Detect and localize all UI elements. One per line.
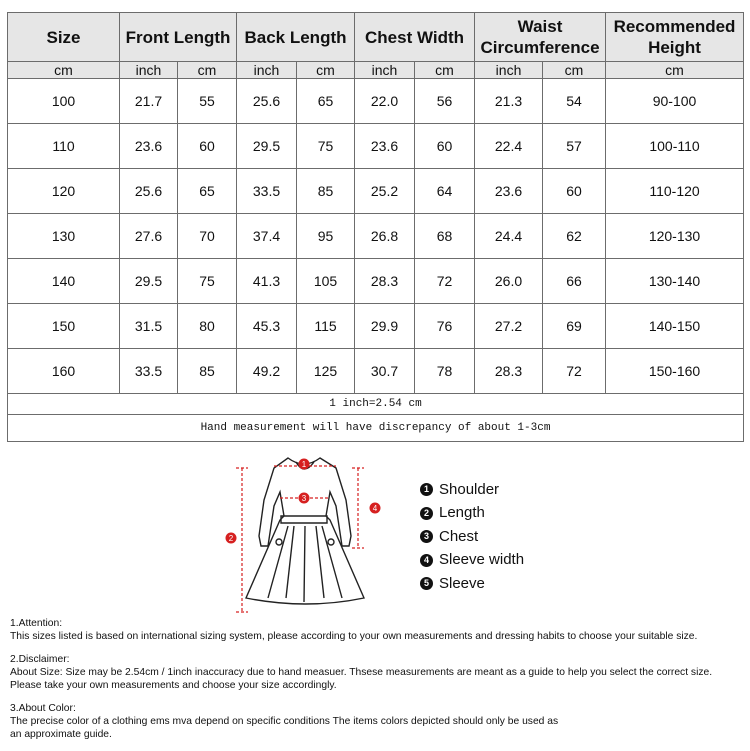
- attention-text: This sizes listed is based on international sizing system, please according to your own measurements and dressing habits to choose your suitable size.: [10, 631, 698, 642]
- unit-cell: cm: [543, 62, 606, 79]
- header-chest-width: Chest Width: [355, 13, 475, 62]
- table-cell: 120-130: [606, 214, 744, 259]
- table-cell: 150: [8, 304, 120, 349]
- number-2-icon: 2: [420, 507, 433, 520]
- table-cell: 75: [178, 259, 237, 304]
- table-cell: 105: [297, 259, 355, 304]
- table-row: [8, 124, 744, 169]
- table-cell: 90-100: [606, 79, 744, 124]
- header-waist-circumference-label: Waist Circumference: [480, 17, 600, 57]
- table-cell: 80: [178, 304, 237, 349]
- table-row: [8, 304, 744, 349]
- table-cell: 130-140: [606, 259, 744, 304]
- legend-label: Length: [439, 504, 485, 522]
- number-1-icon: 1: [420, 483, 433, 496]
- table-cell: 25.6: [237, 79, 297, 124]
- unit-cell: inch: [237, 62, 297, 79]
- table-cell: 23.6: [120, 124, 178, 169]
- table-cell: 66: [543, 259, 606, 304]
- table-cell: 130: [8, 214, 120, 259]
- table-cell: 64: [415, 169, 475, 214]
- unit-cell: cm: [178, 62, 237, 79]
- legend-item-sleeve: [420, 572, 524, 596]
- table-cell: 22.4: [475, 124, 543, 169]
- table-cell: 21.3: [475, 79, 543, 124]
- legend-label: Sleeve: [439, 574, 485, 592]
- table-cell: 65: [297, 79, 355, 124]
- table-cell: 55: [178, 79, 237, 124]
- table-row: [8, 169, 744, 214]
- header-size: Size: [8, 13, 120, 62]
- table-row: [8, 79, 744, 124]
- header-front-length: Front Length: [120, 13, 237, 62]
- table-cell: 76: [415, 304, 475, 349]
- marker-sleeve-width-icon: [370, 503, 381, 514]
- table-cell: 23.6: [475, 169, 543, 214]
- attention-title: 1.Attention:: [10, 618, 63, 629]
- number-4-icon: 4: [420, 554, 433, 567]
- table-cell: 27.6: [120, 214, 178, 259]
- unit-cell: inch: [475, 62, 543, 79]
- table-row: [8, 259, 744, 304]
- number-5-icon: 5: [420, 577, 433, 590]
- legend-item-sleeve-width: [420, 549, 524, 573]
- table-cell: 75: [297, 124, 355, 169]
- table-cell: 78: [415, 349, 475, 394]
- table-cell: 85: [297, 169, 355, 214]
- table-cell: 24.4: [475, 214, 543, 259]
- table-cell: 72: [543, 349, 606, 394]
- table-cell: 25.6: [120, 169, 178, 214]
- table-cell: 28.3: [355, 259, 415, 304]
- unit-cell: inch: [120, 62, 178, 79]
- unit-cell: inch: [355, 62, 415, 79]
- color-text-line1: The precise color of a clothing ems mva depend on specific conditions The items colors depicted should only be used as: [10, 716, 559, 727]
- table-cell: 28.3: [475, 349, 543, 394]
- table-cell: 31.5: [120, 304, 178, 349]
- table-cell: 115: [297, 304, 355, 349]
- disclaimer-title: 2.Disclaimer:: [10, 654, 70, 665]
- measurement-note-row: [8, 415, 744, 442]
- table-cell: 29.5: [120, 259, 178, 304]
- table-cell: 37.4: [237, 214, 297, 259]
- unit-cell: cm: [415, 62, 475, 79]
- header-row: [8, 13, 744, 62]
- table-cell: 57: [543, 124, 606, 169]
- color-note: [10, 702, 745, 741]
- measurement-legend: [420, 478, 524, 596]
- table-cell: 26.0: [475, 259, 543, 304]
- table-cell: 45.3: [237, 304, 297, 349]
- table-cell: 62: [543, 214, 606, 259]
- marker-shoulder-icon: [299, 459, 310, 470]
- disclaimer-text-line1: About Size: Size may be 2.54cm / 1inch inaccuracy due to hand measuer. Thsese measurements are meant as a guide to help you select the correct size.: [10, 667, 713, 678]
- disclaimer-note: [10, 653, 745, 692]
- table-cell: 25.2: [355, 169, 415, 214]
- legend-item-shoulder: [420, 478, 524, 502]
- legend-item-chest: [420, 525, 524, 549]
- table-row: [8, 214, 744, 259]
- table-cell: 65: [178, 169, 237, 214]
- table-cell: 60: [543, 169, 606, 214]
- table-cell: 70: [178, 214, 237, 259]
- table-cell: 72: [415, 259, 475, 304]
- marker-chest-icon: [299, 493, 310, 504]
- unit-cell: cm: [297, 62, 355, 79]
- table-cell: 125: [297, 349, 355, 394]
- table-cell: 140: [8, 259, 120, 304]
- table-cell: 69: [543, 304, 606, 349]
- table-cell: 85: [178, 349, 237, 394]
- measurement-note: Hand measurement will have discrepancy of about 1-3cm: [8, 415, 744, 442]
- header-back-length: Back Length: [237, 13, 355, 62]
- table-cell: 150-160: [606, 349, 744, 394]
- dress-outline: [246, 458, 364, 604]
- table-cell: 100-110: [606, 124, 744, 169]
- table-cell: 60: [415, 124, 475, 169]
- table-cell: 120: [8, 169, 120, 214]
- disclaimer-text-line2: Please take your own measurements and choose your size accordingly.: [10, 680, 337, 691]
- legend-label: Chest: [439, 527, 479, 545]
- number-3-icon: 3: [420, 530, 433, 543]
- unit-cell: cm: [8, 62, 120, 79]
- table-cell: 100: [8, 79, 120, 124]
- table-cell: 23.6: [355, 124, 415, 169]
- table-cell: 29.5: [237, 124, 297, 169]
- table-cell: 60: [178, 124, 237, 169]
- svg-text:2: 2: [228, 534, 234, 543]
- table-cell: 140-150: [606, 304, 744, 349]
- table-cell: 160: [8, 349, 120, 394]
- notes-section: [10, 617, 745, 751]
- size-chart-table: [7, 12, 744, 442]
- table-cell: 22.0: [355, 79, 415, 124]
- color-title: 3.About Color:: [10, 703, 76, 714]
- header-recommended-height-label: Recommended Height: [613, 17, 736, 57]
- table-cell: 110-120: [606, 169, 744, 214]
- table-cell: 30.7: [355, 349, 415, 394]
- header-waist-circumference: [475, 13, 606, 62]
- table-cell: 95: [297, 214, 355, 259]
- table-row: [8, 349, 744, 394]
- svg-text:1: 1: [301, 460, 307, 469]
- svg-text:4: 4: [372, 504, 378, 513]
- table-cell: 33.5: [120, 349, 178, 394]
- table-cell: 41.3: [237, 259, 297, 304]
- conversion-note: 1 inch=2.54 cm: [8, 394, 744, 415]
- header-recommended-height: [606, 13, 744, 62]
- legend-label: Shoulder: [439, 480, 500, 498]
- table-cell: 110: [8, 124, 120, 169]
- table-cell: 33.5: [237, 169, 297, 214]
- table-cell: 56: [415, 79, 475, 124]
- table-cell: 21.7: [120, 79, 178, 124]
- unit-cell: cm: [606, 62, 744, 79]
- marker-length-icon: [226, 533, 237, 544]
- attention-note: [10, 617, 745, 643]
- legend-item-length: [420, 502, 524, 526]
- unit-row: [8, 62, 744, 79]
- color-text-line2: an approximate guide.: [10, 729, 112, 740]
- table-cell: 49.2: [237, 349, 297, 394]
- table-cell: 27.2: [475, 304, 543, 349]
- table-cell: 26.8: [355, 214, 415, 259]
- dress-measurement-diagram: [218, 448, 393, 623]
- conversion-note-row: [8, 394, 744, 415]
- legend-label: Sleeve width: [439, 551, 525, 569]
- measurement-lines: [236, 466, 364, 612]
- table-cell: 68: [415, 214, 475, 259]
- table-cell: 29.9: [355, 304, 415, 349]
- svg-text:3: 3: [301, 494, 307, 503]
- table-cell: 54: [543, 79, 606, 124]
